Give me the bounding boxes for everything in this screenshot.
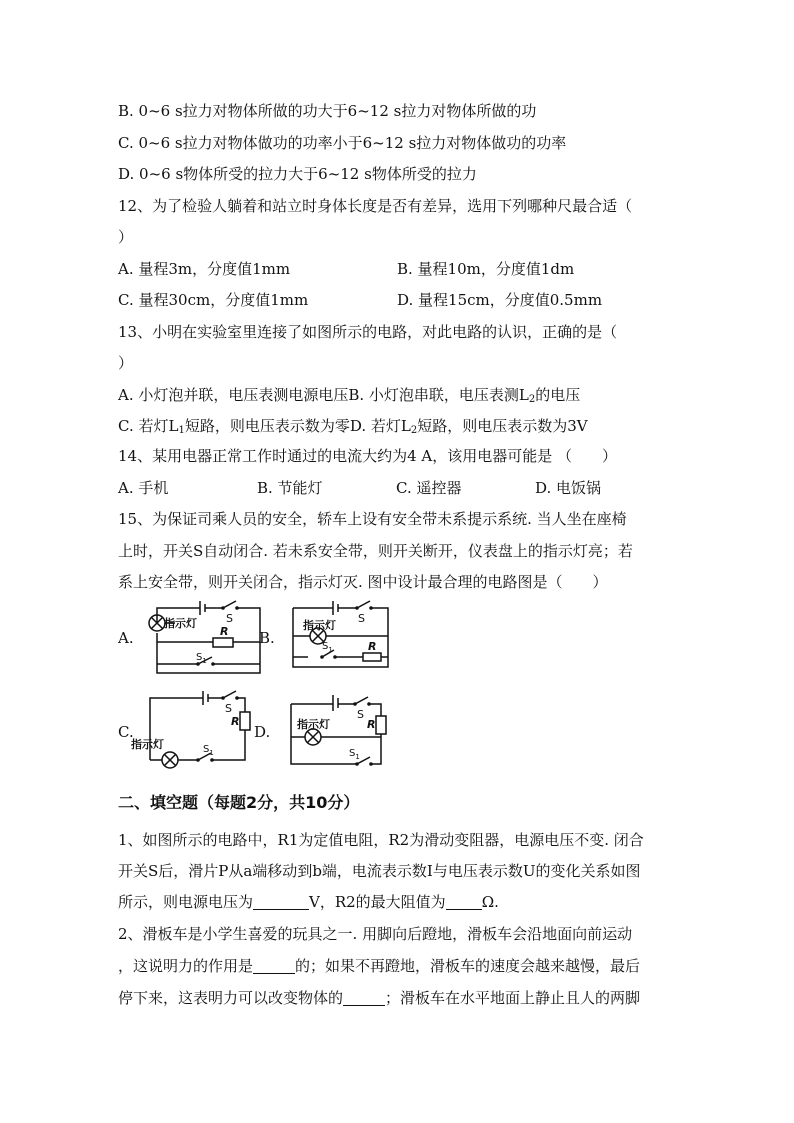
q14-stem: 14、某用电器正常工作时通过的电流大约为4 A，该用电器可能是 （ ） [118,447,618,465]
resistor-r-label: R [220,625,229,638]
switch-s1-label: $S_1$ [203,744,214,757]
indicator-lamp-label: 指示灯 [297,718,330,731]
q15-stem-line2: 上时，开关S自动闭合. 若未系安全带，则开关断开，仪表盘上的指示灯亮；若 [118,542,633,560]
q12-stem: 12、为了检验人躺着和站立时身体长度是否有差异，选用下列哪种尺最合适（ [118,197,633,215]
answer-blank[interactable] [343,989,385,1006]
q14-option-b: B. 节能灯 [257,479,323,497]
q14-option-d: D. 电饭锅 [535,479,602,497]
q12-stem-end: ） [118,228,134,246]
circuit-diagram-d [283,690,395,772]
answer-blank[interactable] [446,893,482,910]
indicator-lamp-label: 指示灯 [164,617,197,630]
q12-option-a: A. 量程3m，分度值1mm [118,260,291,278]
circuit-diagram-b [288,598,393,673]
q13-options-cd: C. 若灯$L_1$短路，则电压表示数为零D. 若灯$L_2$短路，则电压表示数为3V [118,417,588,436]
q13-stem-end: ） [118,354,134,372]
fill2-line3: 停下来，这表明力可以改变物体的 ；滑板车在水平地面上静止且人的两脚 [118,989,641,1007]
q12-option-d: D. 量程15cm，分度值0.5mm [397,291,603,309]
fill1-line2: 开关S后，滑片P从a端移动到b端，电流表示数I与电压表示数U的变化关系如图 [118,862,641,880]
circuit-c-label: C. [118,723,134,741]
answer-blank[interactable] [253,893,309,910]
circuit-diagram-a [140,598,265,678]
switch-s1-label: $S_1$ [196,652,207,665]
q15-stem-line3: 系上安全带，则开关闭合，指示灯灭. 图中设计最合理的电路图是（ ） [118,573,608,591]
resistor-r-label: R [231,715,240,728]
answer-blank[interactable] [253,957,295,974]
q12-option-b: B. 量程10m，分度值1dm [397,260,575,278]
circuit-b-label: B. [259,629,275,647]
q13-stem: 13、小明在实验室里连接了如图所示的电路，对此电路的认识，正确的是（ [118,323,618,341]
section-heading-fill-in: 二、填空题（每题2分，共10分） [118,793,360,812]
indicator-lamp-label: 指示灯 [303,619,336,632]
q11-option-d: D. 0~6 s物体所受的拉力大于6~12 s物体所受的拉力 [118,165,477,183]
switch-s1-label: $S_1$ [349,748,360,761]
switch-s-label: S [225,702,232,715]
q14-option-a: A. 手机 [118,479,169,497]
q12-option-c: C. 量程30cm，分度值1mm [118,291,309,309]
indicator-lamp-label: 指示灯 [131,738,164,751]
q13-options-ab: A. 小灯泡并联，电压表测电源电压B. 小灯泡串联，电压表测$L_2$的电压 [118,386,581,405]
switch-s-label: S [358,612,365,625]
switch-s-label: S [357,708,364,721]
resistor-r-label: R [368,640,377,653]
circuit-d-label: D. [254,723,271,741]
q14-option-c: C. 遥控器 [396,479,462,497]
switch-s1-label: $S_1$ [322,641,333,654]
resistor-r-label: R [367,718,376,731]
fill2-line1: 2、滑板车是小学生喜爱的玩具之一. 用脚向后蹬地，滑板车会沿地面向前运动 [118,925,633,943]
circuit-diagram-c [131,688,260,773]
q11-option-b: B. 0~6 s拉力对物体所做的功大于6~12 s拉力对物体所做的功 [118,102,537,120]
q15-stem-line1: 15、为保证司乘人员的安全，轿车上设有安全带未系提示系统. 当人坐在座椅 [118,510,627,528]
circuit-a-label: A. [118,629,134,647]
fill1-line3: 所示，则电源电压为 V，R2的最大阻值为 Ω. [118,893,499,911]
switch-s-label: S [226,612,233,625]
q11-option-c: C. 0~6 s拉力对物体做功的功率小于6~12 s拉力对物体做功的功率 [118,134,567,152]
fill1-line1: 1、如图所示的电路中，R1为定值电阻，R2为滑动变阻器，电源电压不变. 闭合 [118,831,644,849]
fill2-line2: ，这说明力的作用是 的；如果不再蹬地，滑板车的速度会越来越慢，最后 [118,957,641,975]
